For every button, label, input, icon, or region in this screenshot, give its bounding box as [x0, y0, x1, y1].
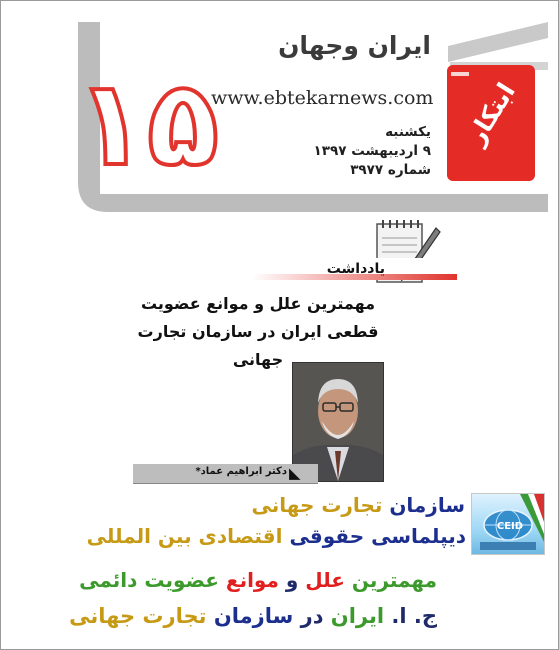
- ceid-label: CEID: [496, 521, 524, 532]
- caption-word-legal-diplomacy: دیپلماسی حقوقی: [289, 524, 466, 548]
- logo-text: ابتکار: [461, 77, 521, 150]
- caption-line-1: [251, 493, 465, 517]
- caption-word-permanent-membership: عضویت دائمی: [79, 568, 219, 592]
- caption-line-3: [79, 568, 437, 592]
- newspaper-logo: [447, 65, 535, 181]
- weekday: یکشنبه: [385, 124, 431, 140]
- column-bar: [84, 258, 457, 280]
- article-title-line2: قطعی ایران در سازمان تجارت جهانی: [137, 322, 379, 369]
- caption-line-2: [87, 524, 466, 548]
- caption-word-causes: علل: [305, 568, 345, 592]
- caption-word-and: و: [285, 568, 299, 592]
- caption-word-organization-2: سازمان: [213, 604, 294, 628]
- page-number: [74, 52, 220, 192]
- caption-word-organization: سازمان: [389, 493, 465, 517]
- page-number-text: ۱۵: [74, 54, 220, 192]
- caption-word-islamic-republic: ج. ا.: [391, 604, 437, 628]
- date-block: [311, 123, 431, 180]
- article-title-line1: مهمترین علل و موانع عضویت: [140, 294, 376, 313]
- issue-number: شماره ۳۹۷۷: [350, 162, 431, 178]
- section-title: ایران وجهان: [278, 31, 431, 60]
- caption-line-4: [69, 604, 437, 628]
- column-label: یادداشت: [326, 261, 385, 277]
- logo-accent: [451, 72, 469, 76]
- author-byline: دکتر ابراهیم عماد*: [195, 466, 287, 477]
- caption-word-world-trade: تجارت جهانی: [251, 493, 383, 517]
- caption-word-in: در: [300, 604, 324, 628]
- byline-arrow-icon: ◣: [289, 464, 301, 482]
- caption-word-international-economics: اقتصادی بین المللی: [86, 524, 283, 548]
- caption-word-obstacles: موانع: [225, 568, 279, 592]
- ceid-logo: [471, 493, 545, 555]
- date: ۹ اردیبهشت ۱۳۹۷: [313, 143, 431, 159]
- caption-word-most-important: مهمترین: [351, 568, 437, 592]
- website-link[interactable]: www.ebtekarnews.com: [211, 87, 434, 109]
- caption-word-iran: ایران: [330, 604, 385, 628]
- caption-word-world-trade-2: تجارت جهانی: [69, 604, 207, 628]
- ceid-globe-icon: [472, 494, 544, 554]
